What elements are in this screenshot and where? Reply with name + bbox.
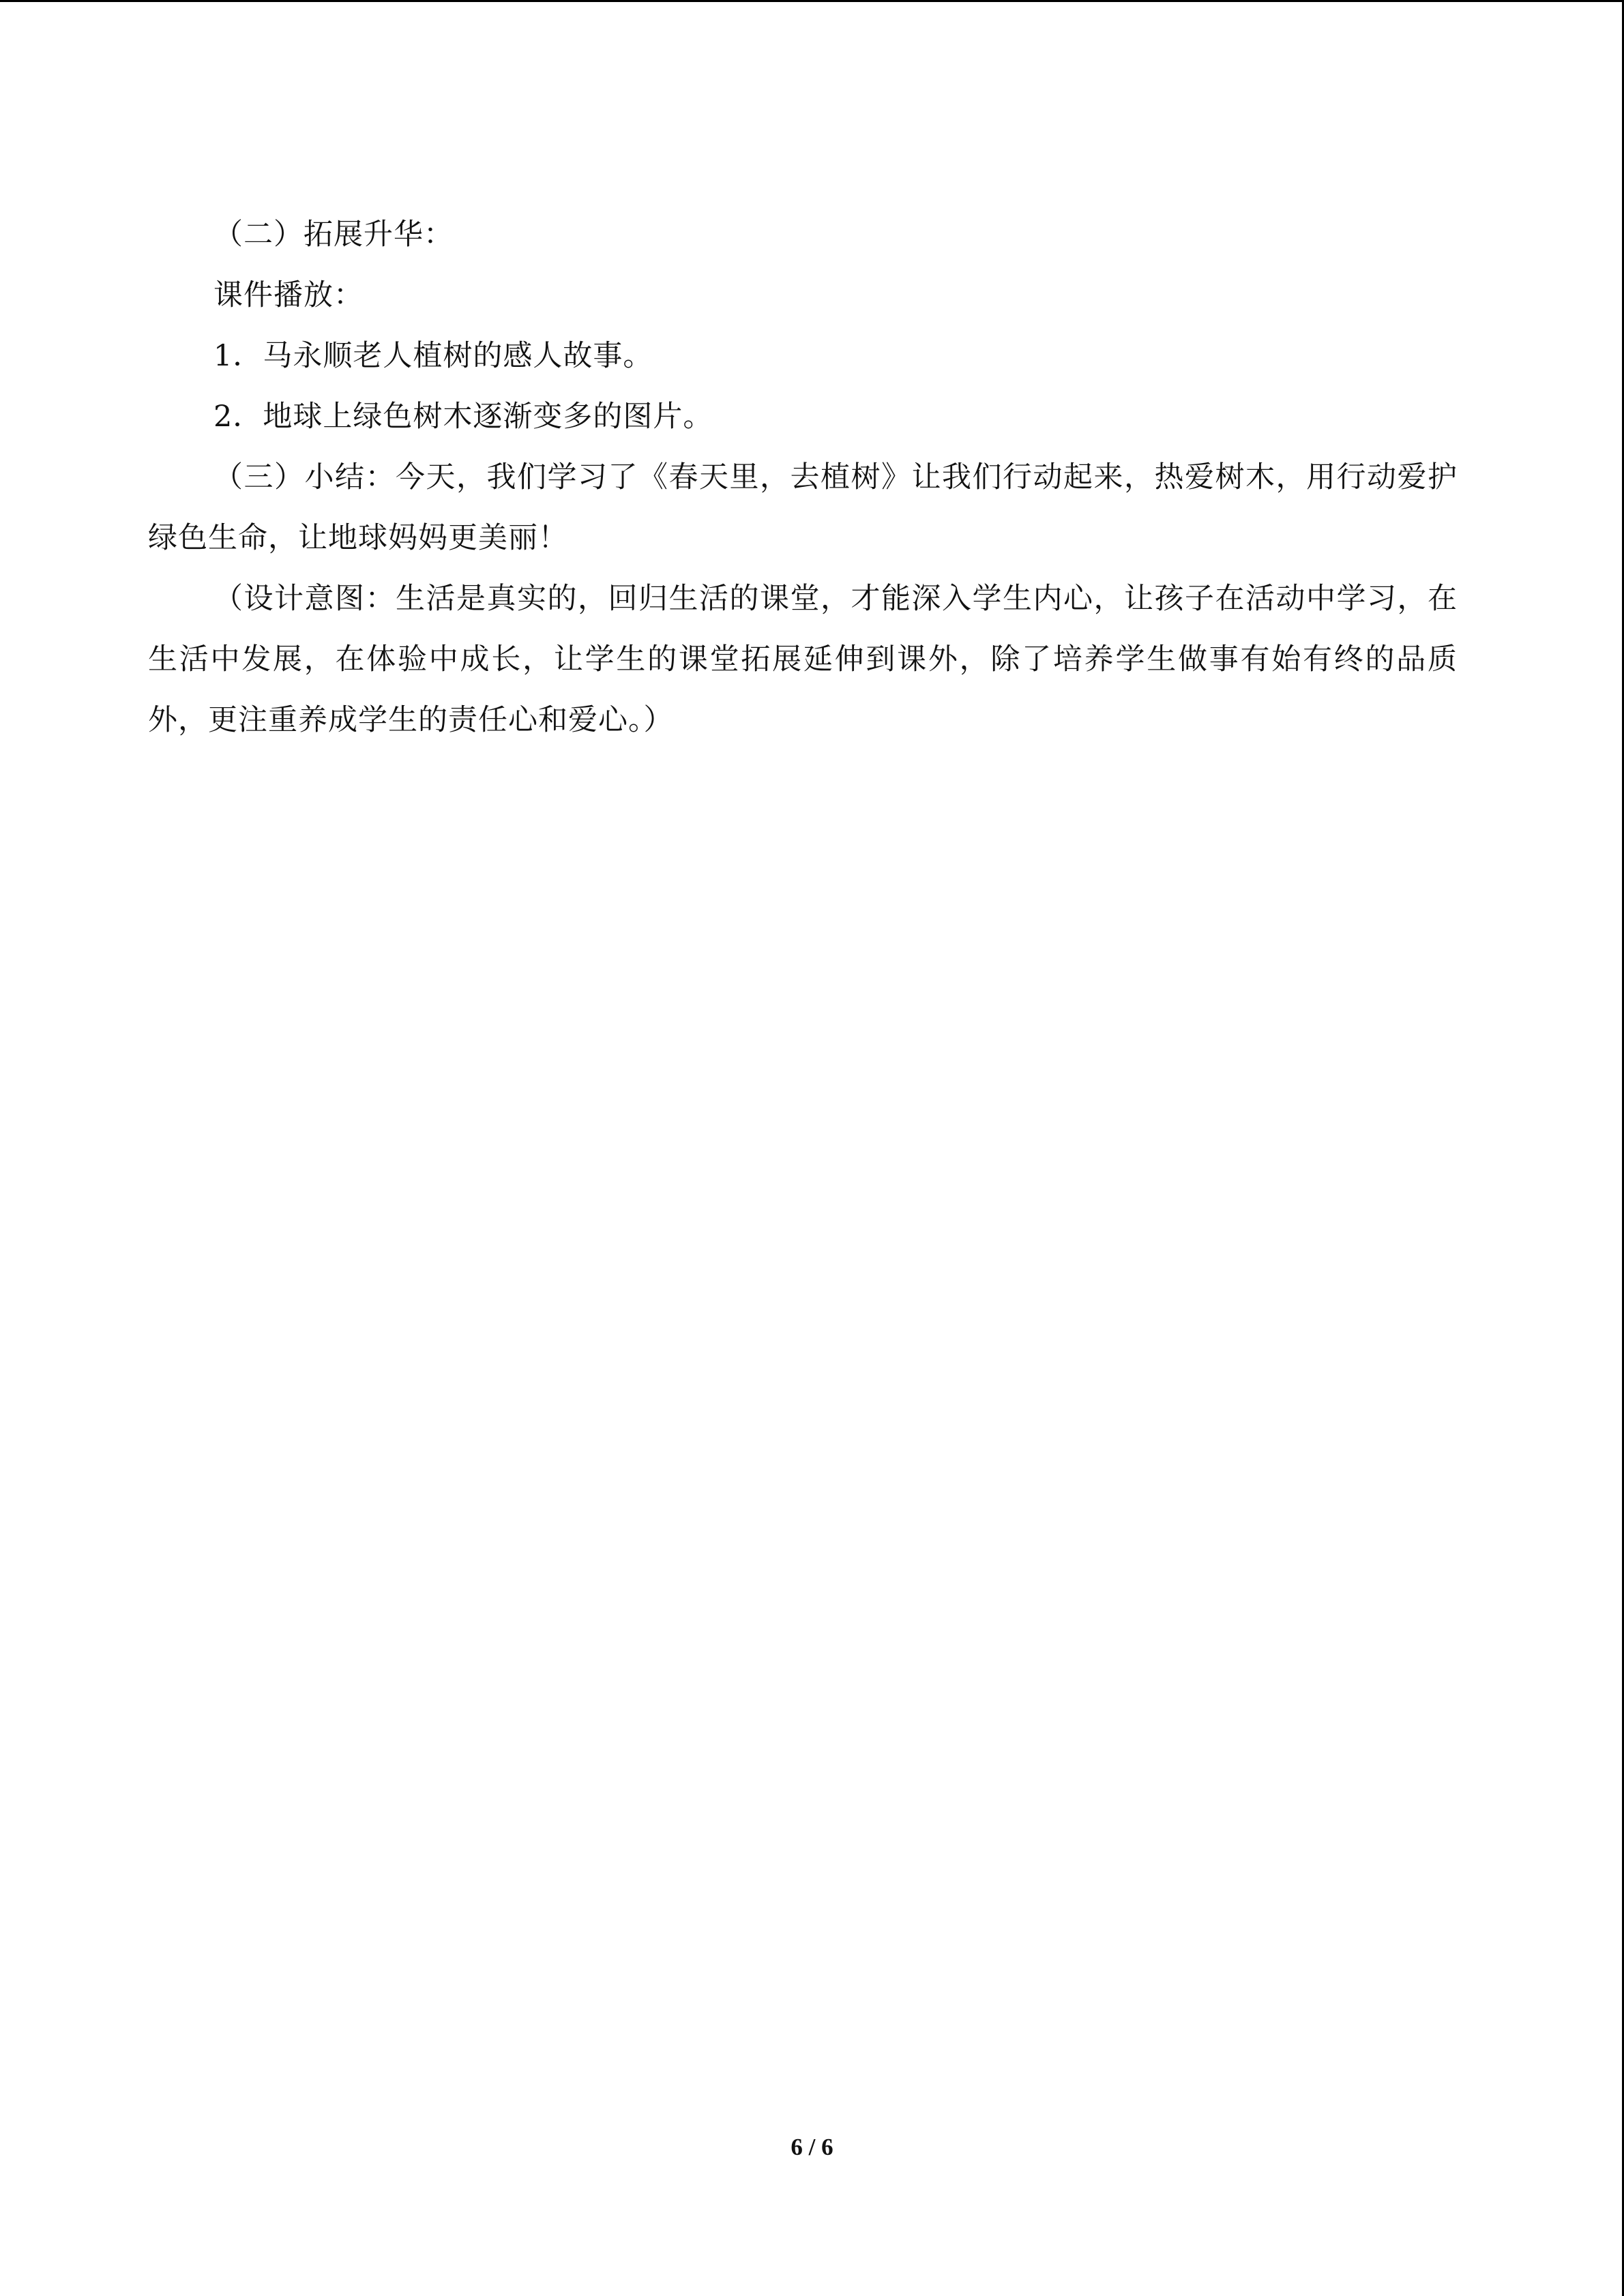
page-number: 6 / 6 [791,2134,833,2160]
document-body [148,205,1458,751]
courseware-label: 课件播放： [213,278,364,312]
summary-paragraph: （三）小结：今天，我们学习了《春天里，去植树》让我们行动起来，热爱树木，用行动爱护绿色生命，让地球妈妈更美丽！ [148,460,1458,555]
list-item: 1．马永顺老人植树的感人故事。 [213,339,653,373]
design-intent-paragraph: （设计意图：生活是真实的，回归生活的课堂，才能深入学生内心，让孩子在活动中学习，在生活中发展，在体验中成长，让学生的课堂拓展延伸到课外，除了培养学生做事有始有终的品质外，更注重养成学生的责任心和爱心。） [148,582,1458,737]
section-heading-extension: （二）拓展升华： [213,218,454,252]
list-item: 2．地球上绿色树木逐渐变多的图片。 [213,400,713,434]
